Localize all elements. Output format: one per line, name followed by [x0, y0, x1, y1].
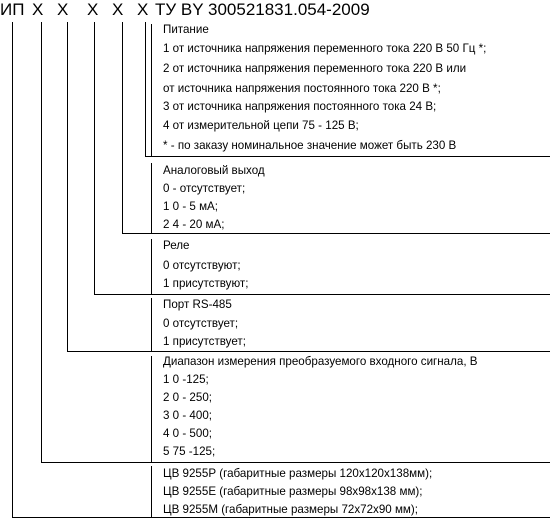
position-x-1: X	[32, 0, 44, 19]
rs485-option-1: 1 присутствует;	[163, 335, 246, 348]
analog-option-1: 1 0 - 5 мА;	[163, 200, 219, 213]
rs485-option-0: 0 отсутствует;	[163, 317, 239, 330]
group-range-title: Диапазон измерения преобразуемого входного сигнала, В	[163, 355, 478, 368]
group-rs485-title: Порт RS-485	[163, 298, 232, 311]
relay-option-0: 0 отсутствуют;	[163, 259, 241, 272]
group-power-title: Питание	[163, 23, 209, 36]
model-option-m: ЦВ 9255М (габаритные размеры 72х72х90 мм);	[163, 503, 418, 516]
range-option-1: 1 0 -125;	[163, 373, 209, 386]
power-option-3: 3 от источника напряжения постоянного тока 24 В;	[163, 100, 437, 113]
power-option-2b: от источника напряжения постоянного тока 220 В *;	[163, 82, 441, 95]
position-x-2: X	[57, 0, 69, 19]
position-x-5: X	[137, 0, 149, 19]
model-option-p: ЦВ 9255Р (габаритные размеры 120х120х138мм);	[163, 467, 433, 480]
model-option-e: ЦВ 9255Е (габаритные размеры 98х98х138 мм);	[163, 485, 423, 498]
power-option-1: 1 от источника напряжения переменного тока 220 В 50 Гц *;	[163, 42, 487, 55]
range-option-3: 3 0 - 400;	[163, 409, 212, 422]
power-footnote: * - по заказу номинальное значение может быть 230 В	[163, 139, 457, 152]
designation-prefix: ИП	[0, 0, 25, 19]
analog-option-0: 0 - отсутствует;	[163, 182, 246, 195]
spec-number: ТУ BY 300521831.054-2009	[155, 0, 370, 19]
power-option-2a: 2 от источника напряжения переменного тока 220 В или	[163, 62, 467, 75]
range-option-4: 4 0 - 500;	[163, 427, 212, 440]
position-x-3: X	[87, 0, 99, 19]
power-option-4: 4 от измерительной цепи 75 - 125 В;	[163, 119, 359, 132]
relay-option-1: 1 присутствуют;	[163, 277, 249, 290]
position-x-4: X	[112, 0, 124, 19]
range-option-2: 2 0 - 250;	[163, 391, 212, 404]
range-option-5: 5 75 -125;	[163, 445, 216, 458]
analog-option-2: 2 4 - 20 мА;	[163, 218, 225, 231]
group-analog-output-title: Аналоговый выход	[163, 164, 265, 177]
group-relay-title: Реле	[163, 239, 190, 252]
